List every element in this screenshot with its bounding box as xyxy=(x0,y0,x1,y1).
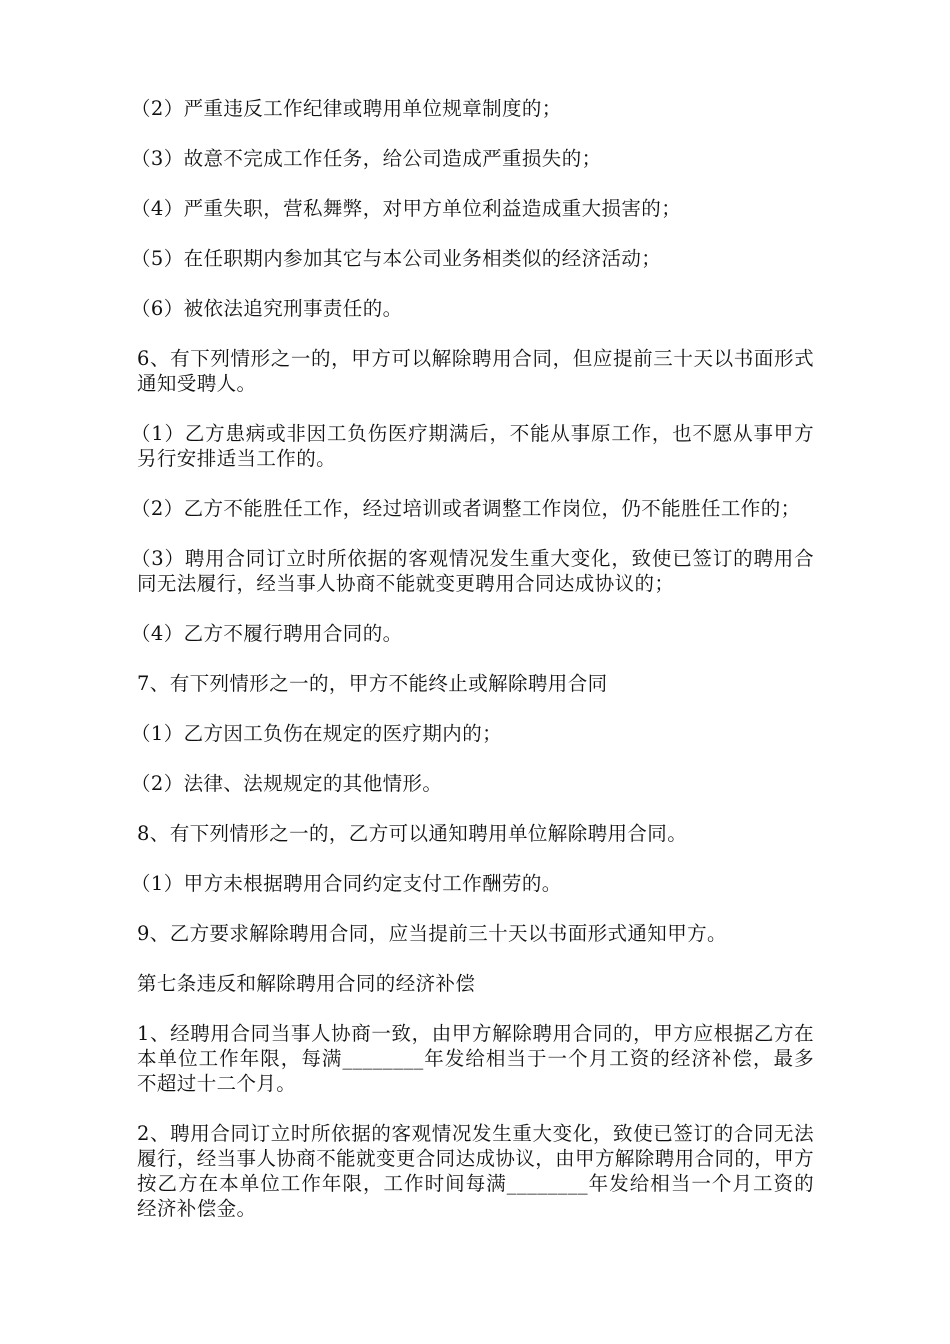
clause-heading: 6、有下列情形之一的，甲方可以解除聘用合同，但应提前三十天以书面形式通知受聘人。 xyxy=(137,347,814,395)
clause-paragraph: （1）甲方未根据聘用合同约定支付工作酬劳的。 xyxy=(131,872,562,895)
clause-paragraph: （6）被依法追究刑事责任的。 xyxy=(131,297,403,320)
clause-paragraph: 2、聘用合同订立时所依据的客观情况发生重大变化，致使已签订的合同无法履行，经当事人协商不能就变更合同达成协议，由甲方解除聘用合同的，甲方按乙方在本单位工作年限，工作时间每满________年发给相当一个月工资的经济补偿金。 xyxy=(137,1122,814,1220)
clause-paragraph: （2）乙方不能胜任工作，经过培训或者调整工作岗位，仍不能胜任工作的； xyxy=(131,497,801,520)
clause-paragraph: （1）乙方因工负伤在规定的医疗期内的； xyxy=(131,722,503,745)
article-heading: 第七条违反和解除聘用合同的经济补偿 xyxy=(137,972,476,995)
clause-paragraph: （2）严重违反工作纪律或聘用单位规章制度的； xyxy=(131,97,562,120)
clause-paragraph: 1、经聘用合同当事人协商一致，由甲方解除聘用合同的，甲方应根据乙方在本单位工作年限，每满________年发给相当于一个月工资的经济补偿，最多不超过十二个月。 xyxy=(137,1022,814,1095)
clause-heading: 8、有下列情形之一的，乙方可以通知聘用单位解除聘用合同。 xyxy=(137,822,688,845)
clause-heading: 7、有下列情形之一的，甲方不能终止或解除聘用合同 xyxy=(137,672,608,695)
clause-heading: 9、乙方要求解除聘用合同，应当提前三十天以书面形式通知甲方。 xyxy=(137,922,727,945)
clause-paragraph: （4）乙方不履行聘用合同的。 xyxy=(131,622,403,645)
clause-paragraph: （1）乙方患病或非因工负伤医疗期满后，不能从事原工作，也不愿从事甲方另行安排适当工作的。 xyxy=(131,422,814,470)
clause-paragraph: （2）法律、法规规定的其他情形。 xyxy=(131,772,443,795)
clause-paragraph: （3）聘用合同订立时所依据的客观情况发生重大变化，致使已签订的聘用合同无法履行，经当事人协商不能就变更聘用合同达成协议的； xyxy=(131,547,814,595)
clause-paragraph: （3）故意不完成工作任务，给公司造成严重损失的； xyxy=(131,147,602,170)
clause-paragraph: （4）严重失职，营私舞弊，对甲方单位利益造成重大损害的； xyxy=(131,197,682,220)
clause-paragraph: （5）在任职期内参加其它与本公司业务相类似的经济活动； xyxy=(131,247,662,270)
